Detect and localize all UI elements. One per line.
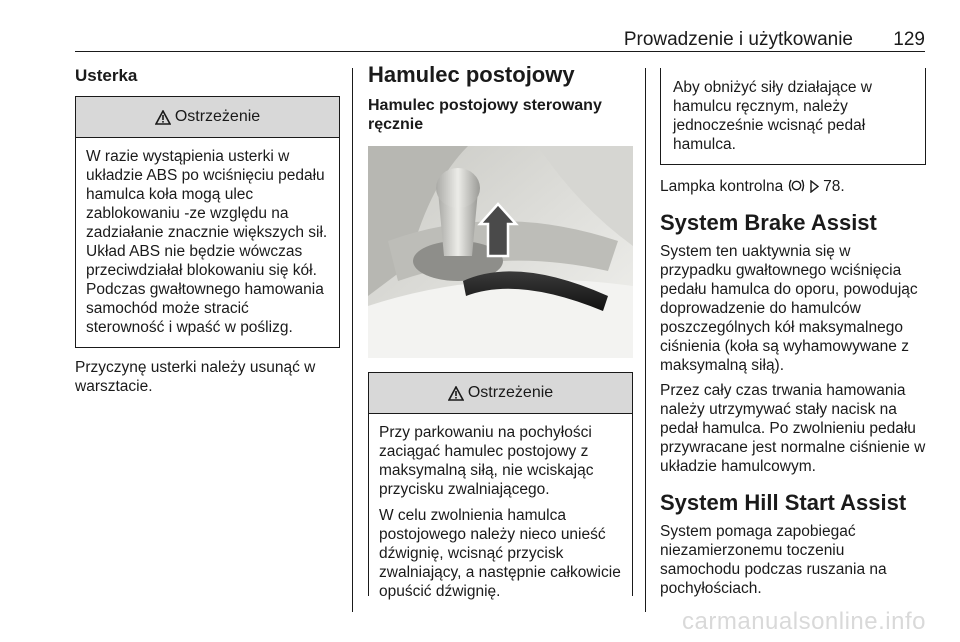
handbrake-photo bbox=[368, 146, 633, 358]
lamp-page-ref: 78. bbox=[823, 178, 845, 195]
watermark: carmanualsonline.info bbox=[682, 608, 926, 635]
warning-paragraph-2: W celu zwolnienia hamulca postojowego należy nieco unieść dźwignię, wcisnąć przycisk zwalniający, a następnie całkowicie opuścić dźwignię. bbox=[379, 507, 621, 600]
warning-box bbox=[368, 372, 633, 600]
section-title-brake-assist: System Brake Assist bbox=[660, 210, 877, 235]
column-3 bbox=[660, 68, 926, 604]
warning-triangle-icon bbox=[155, 110, 171, 125]
brake-assist-paragraph-2: Przez cały czas trwania hamowania należy utrzymywać stały nacisk na pedał hamulca. Po zwolnieniu pedału przywracane jest normalne ciśnienie w układzie hamulcowym. bbox=[660, 382, 926, 475]
warning-heading: Ostrzeżenie bbox=[467, 384, 554, 401]
lamp-label: Lampka kontrolna bbox=[660, 178, 784, 195]
page-number: 129 bbox=[893, 29, 925, 50]
paragraph-repair: Przyczynę usterki należy usunąć w warsztacie. bbox=[75, 359, 316, 395]
page-header bbox=[75, 27, 925, 49]
warning-box bbox=[75, 96, 340, 348]
column-divider-2 bbox=[645, 68, 646, 612]
lamp-reference bbox=[660, 177, 926, 196]
warning-continuation-box bbox=[660, 68, 926, 165]
column-2 bbox=[368, 62, 633, 600]
running-header-title: Prowadzenie i użytkowanie bbox=[623, 29, 853, 50]
warning-heading: Ostrzeżenie bbox=[174, 108, 261, 125]
warning-header bbox=[369, 373, 632, 414]
warning-body bbox=[369, 414, 632, 618]
warning-continuation-text: Aby obniżyć siły działające w hamulcu ręcznym, należy jednocześnie wcisnąć pedał hamulca. bbox=[673, 79, 873, 153]
section-title-usterka: Usterka bbox=[75, 66, 138, 85]
brake-assist-paragraph-1: System ten uaktywnia się w przypadku gwałtownego wciśnięcia pedału hamulca do oporu, powodując doprowadzenie do hamulców poszczególnych kół maksymalnego ciśnienia (koła są wyhamowywane z maksymalną siłą). bbox=[660, 243, 918, 374]
warning-header bbox=[76, 97, 339, 138]
section-title-hill-start: System Hill Start Assist bbox=[660, 490, 907, 515]
subsection-title: Hamulec postojowy sterowany ręcznie bbox=[368, 97, 602, 133]
column-divider-1 bbox=[352, 68, 353, 612]
warning-body bbox=[76, 138, 339, 347]
warning-text: W razie wystąpienia usterki w układzie ABS po wciśnięciu pedału hamulca koła mogą ulec zablokowaniu -ze względu na zadziałanie znacznie większych sił. Układ ABS nie będzie wówczas przeciwdziałał blokowaniu się kół. Podczas gwałtownego hamowania samochód może stracić sterowność i wpaść w poślizg. bbox=[86, 148, 328, 336]
parking-brake-lamp-icon bbox=[788, 178, 805, 193]
section-title-hamulec: Hamulec postojowy bbox=[368, 62, 575, 87]
page-reference-icon bbox=[809, 180, 819, 193]
handbrake-illustration bbox=[368, 146, 633, 358]
warning-triangle-icon bbox=[448, 386, 464, 401]
hill-start-paragraph-1: System pomaga zapobiegać niezamierzonemu toczeniu samochodu podczas ruszania na pochyłościach. bbox=[660, 523, 887, 597]
warning-paragraph-1: Przy parkowaniu na pochyłości zaciągać hamulec postojowy z maksymalną siłą, nie wciskając przycisku zwalniającego. bbox=[379, 424, 594, 498]
header-rule bbox=[75, 51, 925, 52]
column-1 bbox=[75, 62, 340, 402]
